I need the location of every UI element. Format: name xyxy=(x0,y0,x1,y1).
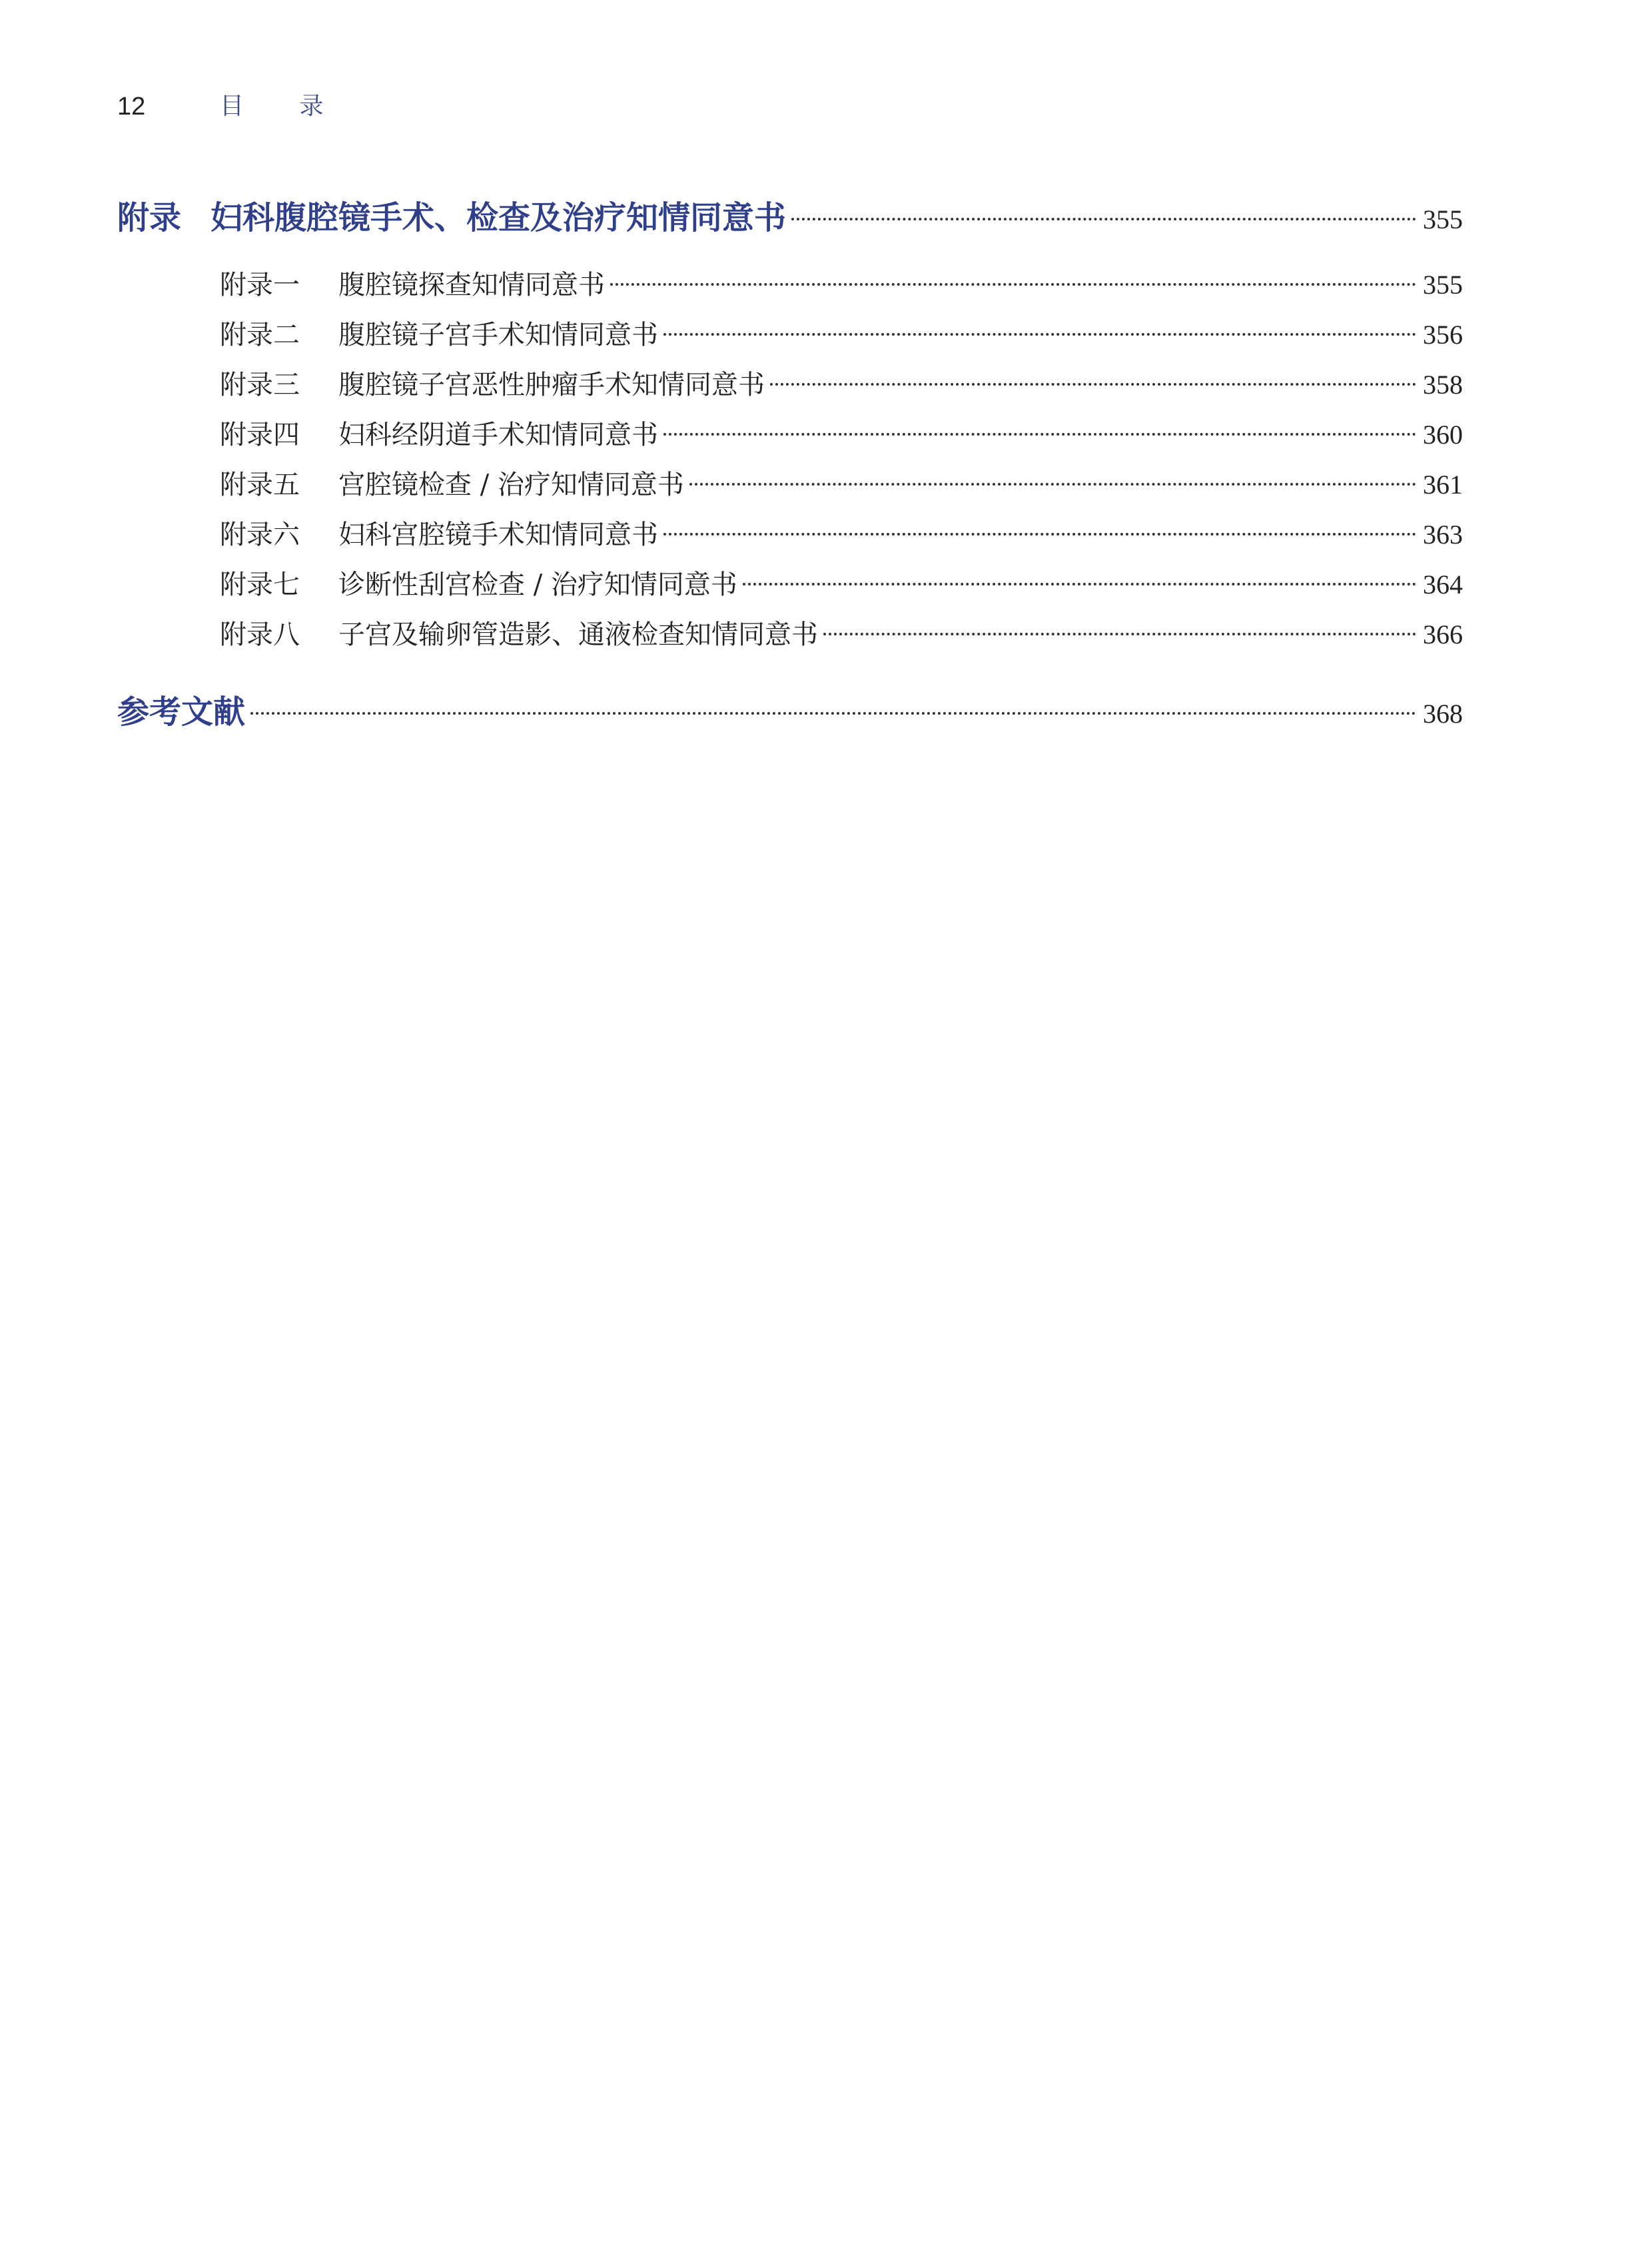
toc-item-label: 附录六 xyxy=(220,520,300,550)
toc-entry-appendix-6[interactable] xyxy=(220,514,1463,552)
toc-item-title: 妇科宫腔镜手术知情同意书 xyxy=(338,520,658,550)
toc-item-label: 附录四 xyxy=(220,420,300,450)
dot-leader xyxy=(610,283,1416,286)
toc-entry-appendix-1[interactable] xyxy=(220,264,1463,302)
toc-item-label: 附录一 xyxy=(220,270,300,300)
toc-item-title: 宫腔镜检查 / 治疗知情同意书 xyxy=(338,470,684,500)
toc-item-label: 附录三 xyxy=(220,370,300,400)
toc-item-page: 360 xyxy=(1423,420,1463,450)
toc-entry-references[interactable] xyxy=(117,686,1463,732)
dot-leader xyxy=(663,333,1416,336)
dot-leader xyxy=(689,483,1416,486)
toc-entry-appendix-8[interactable] xyxy=(220,613,1463,651)
toc-entry-appendix-3[interactable] xyxy=(220,364,1463,402)
dot-leader xyxy=(791,218,1416,220)
page-number: 12 xyxy=(117,93,146,121)
running-head: 目 录 xyxy=(220,93,348,120)
toc-item-title: 腹腔镜探查知情同意书 xyxy=(338,270,605,300)
toc-entry-appendix-4[interactable] xyxy=(220,414,1463,452)
toc-item-page: 358 xyxy=(1423,370,1463,400)
dot-leader xyxy=(663,533,1416,536)
toc-item-title: 腹腔镜子宫手术知情同意书 xyxy=(338,320,658,350)
toc-item-page: 356 xyxy=(1423,320,1463,350)
toc-appendix-title: 妇科腹腔镜手术、检查及治疗知情同意书 xyxy=(210,199,787,236)
toc-item-title: 诊断性刮宫检查 / 治疗知情同意书 xyxy=(338,569,737,600)
toc-item-label: 附录二 xyxy=(220,320,300,350)
toc-appendix-label: 附录 xyxy=(117,199,182,236)
toc-item-title: 子宫及输卵管造影、通液检查知情同意书 xyxy=(338,619,818,650)
toc-item-title: 腹腔镜子宫恶性肿瘤手术知情同意书 xyxy=(338,370,765,400)
toc-item-title: 妇科经阴道手术知情同意书 xyxy=(338,420,658,450)
toc-references-page: 368 xyxy=(1423,699,1463,729)
toc-item-label: 附录八 xyxy=(220,619,300,650)
toc-item-page: 364 xyxy=(1423,569,1463,599)
toc-entry-appendix-7[interactable] xyxy=(220,563,1463,601)
toc-entry-appendix-2[interactable] xyxy=(220,314,1463,352)
toc-item-label: 附录五 xyxy=(220,470,300,500)
dot-leader xyxy=(663,433,1416,436)
dot-leader xyxy=(770,383,1416,386)
toc-item-label: 附录七 xyxy=(220,569,300,600)
toc-entry-appendix-5[interactable] xyxy=(220,464,1463,502)
toc-item-page: 361 xyxy=(1423,470,1463,500)
toc-item-page: 363 xyxy=(1423,520,1463,550)
toc-item-page: 355 xyxy=(1423,270,1463,300)
toc-item-page: 366 xyxy=(1423,619,1463,649)
dot-leader xyxy=(250,712,1416,715)
toc-references-title: 参考文献 xyxy=(117,693,246,731)
dot-leader xyxy=(743,583,1416,585)
dot-leader xyxy=(823,633,1416,635)
toc-entry-appendix[interactable] xyxy=(117,192,1463,238)
toc-appendix-page: 355 xyxy=(1423,204,1463,234)
